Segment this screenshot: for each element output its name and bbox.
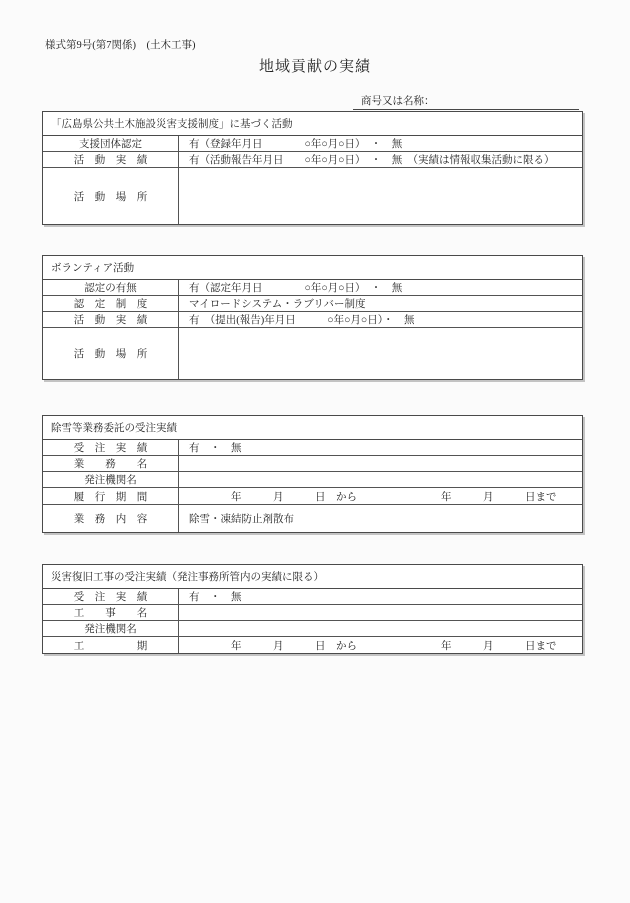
row-value bbox=[179, 328, 582, 379]
table-row bbox=[43, 488, 582, 505]
row-value: 有（活動報告年月日 ○年○月○日） ・ 無 （実績は情報収集活動に限る） bbox=[189, 155, 555, 166]
table-row bbox=[43, 605, 582, 621]
company-name-underline bbox=[353, 109, 579, 110]
table-title: 「広島県公共土木施設災害支援制度」に基づく活動 bbox=[43, 112, 582, 136]
row-value: 有 （提出(報告)年月日 ○年○月○日）・ 無 bbox=[189, 315, 415, 326]
table-row bbox=[43, 152, 582, 168]
row-value: マイロードシステム・ラブリバー制度 bbox=[189, 299, 366, 310]
row-value: 除雪・凍結防止剤散布 bbox=[189, 514, 294, 525]
row-label: 履 行 期 間 bbox=[43, 488, 179, 504]
row-label: 支援団体認定 bbox=[43, 136, 179, 151]
table-row bbox=[43, 589, 582, 605]
row-value bbox=[179, 168, 582, 224]
table-row bbox=[43, 505, 582, 532]
row-label: 受 注 実 績 bbox=[43, 589, 179, 604]
table-disaster-recovery-orders bbox=[42, 564, 583, 654]
row-value bbox=[179, 456, 582, 471]
row-label: 発注機関名 bbox=[43, 472, 179, 487]
row-label: 活 動 場 所 bbox=[43, 328, 179, 379]
table-disaster-support-activity bbox=[42, 111, 583, 225]
form-number: 様式第9号(第7関係) (土木工事) bbox=[45, 40, 196, 51]
table-row bbox=[43, 312, 582, 328]
row-label: 工 事 名 bbox=[43, 605, 179, 620]
row-label: 認定の有無 bbox=[43, 280, 179, 295]
row-value: 有 ・ 無 bbox=[189, 592, 242, 603]
row-value bbox=[179, 605, 582, 620]
table-row bbox=[43, 456, 582, 472]
row-value: 有（登録年月日 ○年○月○日） ・ 無 bbox=[189, 139, 403, 150]
table-row bbox=[43, 440, 582, 456]
table-row bbox=[43, 621, 582, 637]
row-value: 有 ・ 無 bbox=[189, 443, 242, 454]
table-title: ボランティア活動 bbox=[43, 256, 582, 280]
table-volunteer-activity bbox=[42, 255, 583, 380]
row-value: 有（認定年月日 ○年○月○日） ・ 無 bbox=[189, 283, 403, 294]
row-value bbox=[179, 621, 582, 636]
table-row bbox=[43, 280, 582, 296]
table-row bbox=[43, 296, 582, 312]
table-row bbox=[43, 168, 582, 224]
row-value: 年 月 日 から 年 月 日まで bbox=[189, 491, 557, 503]
table-title: 災害復旧工事の受注実績（発注事務所管内の実績に限る） bbox=[43, 565, 582, 589]
company-name-label: 商号又は名称： bbox=[361, 96, 435, 107]
row-value bbox=[179, 472, 582, 487]
table-row bbox=[43, 472, 582, 488]
row-label: 発注機関名 bbox=[43, 621, 179, 636]
page-title: 地域貢献の実績 bbox=[258, 59, 371, 75]
row-value: 年 月 日 から 年 月 日まで bbox=[189, 640, 557, 652]
table-snow-removal-orders bbox=[42, 415, 583, 533]
row-label: 活 動 場 所 bbox=[43, 168, 179, 224]
table-row bbox=[43, 328, 582, 379]
row-label: 活 動 実 績 bbox=[43, 312, 179, 327]
table-row bbox=[43, 136, 582, 152]
row-label: 業 務 名 bbox=[43, 456, 179, 471]
row-label: 活 動 実 績 bbox=[43, 152, 179, 167]
row-label: 受 注 実 績 bbox=[43, 440, 179, 455]
row-label: 認 定 制 度 bbox=[43, 296, 179, 311]
table-row bbox=[43, 637, 582, 653]
row-label: 業 務 内 容 bbox=[43, 505, 179, 532]
table-title: 除雪等業務委託の受注実績 bbox=[43, 416, 582, 440]
row-label: 工 期 bbox=[43, 637, 179, 653]
